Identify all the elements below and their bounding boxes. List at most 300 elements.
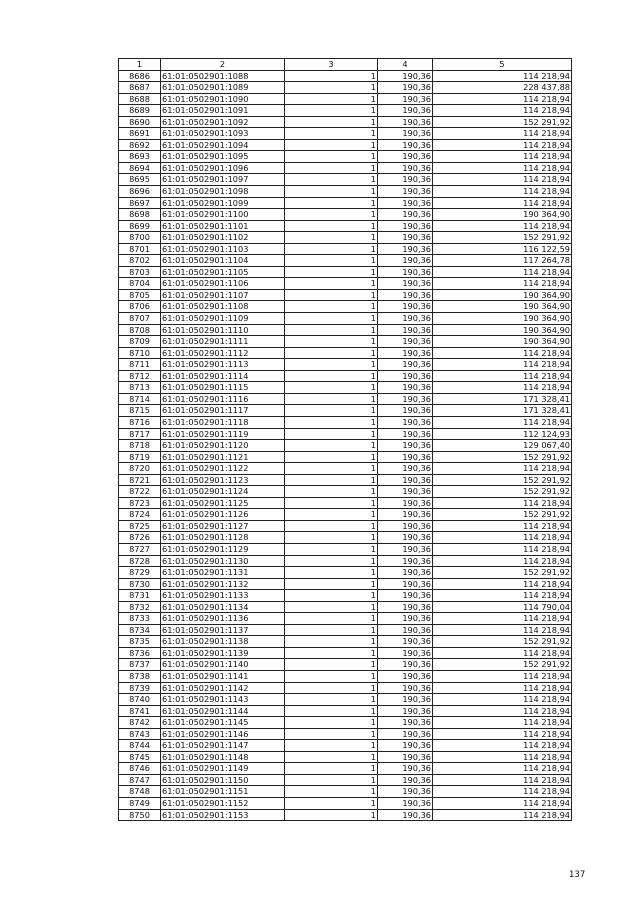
area-cell: 190,36: [378, 751, 433, 763]
area-cell: 190,36: [378, 82, 433, 94]
table-row: [119, 520, 572, 532]
count-cell: 1: [285, 578, 378, 590]
row-number-cell: 8713: [119, 382, 161, 394]
cadastral-number-cell: 61:01:0502901:1090: [161, 93, 285, 105]
table-row: [119, 336, 572, 348]
value-cell: 114 218,94: [433, 774, 572, 786]
value-cell: 114 218,94: [433, 174, 572, 186]
count-cell: 1: [285, 624, 378, 636]
area-cell: 190,36: [378, 798, 433, 810]
row-number-cell: 8737: [119, 659, 161, 671]
cadastral-number-cell: 61:01:0502901:1091: [161, 105, 285, 117]
cadastral-number-cell: 61:01:0502901:1109: [161, 313, 285, 325]
area-cell: 190,36: [378, 486, 433, 498]
cadastral-number-cell: 61:01:0502901:1136: [161, 613, 285, 625]
cadastral-number-cell: 61:01:0502901:1129: [161, 543, 285, 555]
count-cell: 1: [285, 405, 378, 417]
row-number-cell: 8702: [119, 255, 161, 267]
value-cell: 152 291,92: [433, 232, 572, 244]
row-number-cell: 8691: [119, 128, 161, 140]
table-row: [119, 289, 572, 301]
row-number-cell: 8696: [119, 186, 161, 198]
area-cell: 190,36: [378, 451, 433, 463]
area-cell: 190,36: [378, 405, 433, 417]
cadastral-number-cell: 61:01:0502901:1094: [161, 139, 285, 151]
cadastral-number-cell: 61:01:0502901:1125: [161, 497, 285, 509]
value-cell: 114 218,94: [433, 555, 572, 567]
row-number-cell: 8725: [119, 520, 161, 532]
value-cell: 114 218,94: [433, 70, 572, 82]
count-cell: 1: [285, 451, 378, 463]
value-cell: 152 291,92: [433, 116, 572, 128]
row-number-cell: 8723: [119, 497, 161, 509]
table-row: [119, 474, 572, 486]
table-row: [119, 705, 572, 717]
value-cell: 171 328,41: [433, 405, 572, 417]
row-number-cell: 8744: [119, 740, 161, 752]
table-row: [119, 416, 572, 428]
count-cell: 1: [285, 428, 378, 440]
cadastral-number-cell: 61:01:0502901:1108: [161, 301, 285, 313]
count-cell: 1: [285, 555, 378, 567]
count-cell: 1: [285, 197, 378, 209]
cadastral-number-cell: 61:01:0502901:1095: [161, 151, 285, 163]
column-header-4: 4: [378, 59, 433, 71]
row-number-cell: 8709: [119, 336, 161, 348]
count-cell: 1: [285, 243, 378, 255]
area-cell: 190,36: [378, 336, 433, 348]
cadastral-number-cell: 61:01:0502901:1137: [161, 624, 285, 636]
area-cell: 190,36: [378, 728, 433, 740]
value-cell: 114 218,94: [433, 520, 572, 532]
table-row: [119, 243, 572, 255]
row-number-cell: 8703: [119, 266, 161, 278]
row-number-cell: 8741: [119, 705, 161, 717]
cadastral-number-cell: 61:01:0502901:1115: [161, 382, 285, 394]
value-cell: 114 218,94: [433, 613, 572, 625]
column-header-5: 5: [433, 59, 572, 71]
area-cell: 190,36: [378, 220, 433, 232]
count-cell: 1: [285, 532, 378, 544]
table-row: [119, 151, 572, 163]
count-cell: 1: [285, 705, 378, 717]
cadastral-number-cell: 61:01:0502901:1138: [161, 636, 285, 648]
area-cell: 190,36: [378, 774, 433, 786]
table-row: [119, 613, 572, 625]
registry-table: [118, 58, 572, 821]
cadastral-number-cell: 61:01:0502901:1111: [161, 336, 285, 348]
value-cell: 152 291,92: [433, 451, 572, 463]
count-cell: 1: [285, 509, 378, 521]
value-cell: 114 218,94: [433, 590, 572, 602]
cadastral-number-cell: 61:01:0502901:1128: [161, 532, 285, 544]
value-cell: 114 218,94: [433, 93, 572, 105]
row-number-cell: 8704: [119, 278, 161, 290]
count-cell: 1: [285, 474, 378, 486]
value-cell: 190 364,90: [433, 301, 572, 313]
table-row: [119, 93, 572, 105]
area-cell: 190,36: [378, 601, 433, 613]
area-cell: 190,36: [378, 209, 433, 221]
count-cell: 1: [285, 647, 378, 659]
area-cell: 190,36: [378, 243, 433, 255]
area-cell: 190,36: [378, 705, 433, 717]
cadastral-number-cell: 61:01:0502901:1106: [161, 278, 285, 290]
header-row: [119, 59, 572, 71]
value-cell: 152 291,92: [433, 509, 572, 521]
count-cell: 1: [285, 636, 378, 648]
cadastral-number-cell: 61:01:0502901:1123: [161, 474, 285, 486]
cadastral-number-cell: 61:01:0502901:1134: [161, 601, 285, 613]
count-cell: 1: [285, 520, 378, 532]
cadastral-number-cell: 61:01:0502901:1102: [161, 232, 285, 244]
value-cell: 114 218,94: [433, 497, 572, 509]
row-number-cell: 8711: [119, 359, 161, 371]
table-row: [119, 359, 572, 371]
value-cell: 190 364,90: [433, 313, 572, 325]
area-cell: 190,36: [378, 670, 433, 682]
cadastral-number-cell: 61:01:0502901:1145: [161, 717, 285, 729]
area-cell: 190,36: [378, 151, 433, 163]
table-row: [119, 774, 572, 786]
value-cell: 114 218,94: [433, 694, 572, 706]
area-cell: 190,36: [378, 786, 433, 798]
area-cell: 190,36: [378, 497, 433, 509]
area-cell: 190,36: [378, 520, 433, 532]
value-cell: 114 218,94: [433, 763, 572, 775]
count-cell: 1: [285, 255, 378, 267]
area-cell: 190,36: [378, 555, 433, 567]
row-number-cell: 8700: [119, 232, 161, 244]
value-cell: 114 218,94: [433, 798, 572, 810]
row-number-cell: 8698: [119, 209, 161, 221]
value-cell: 228 437,88: [433, 82, 572, 94]
cadastral-number-cell: 61:01:0502901:1098: [161, 186, 285, 198]
value-cell: 152 291,92: [433, 474, 572, 486]
value-cell: 152 291,92: [433, 636, 572, 648]
count-cell: 1: [285, 82, 378, 94]
cadastral-number-cell: 61:01:0502901:1120: [161, 440, 285, 452]
count-cell: 1: [285, 682, 378, 694]
cadastral-number-cell: 61:01:0502901:1089: [161, 82, 285, 94]
row-number-cell: 8730: [119, 578, 161, 590]
row-number-cell: 8738: [119, 670, 161, 682]
value-cell: 152 291,92: [433, 486, 572, 498]
cadastral-number-cell: 61:01:0502901:1096: [161, 162, 285, 174]
cadastral-number-cell: 61:01:0502901:1127: [161, 520, 285, 532]
area-cell: 190,36: [378, 578, 433, 590]
row-number-cell: 8747: [119, 774, 161, 786]
table-row: [119, 197, 572, 209]
table-row: [119, 567, 572, 579]
row-number-cell: 8706: [119, 301, 161, 313]
row-number-cell: 8729: [119, 567, 161, 579]
cadastral-number-cell: 61:01:0502901:1143: [161, 694, 285, 706]
value-cell: 114 790,04: [433, 601, 572, 613]
row-number-cell: 8714: [119, 393, 161, 405]
value-cell: 114 218,94: [433, 728, 572, 740]
value-cell: 152 291,92: [433, 659, 572, 671]
area-cell: 190,36: [378, 440, 433, 452]
table-row: [119, 278, 572, 290]
value-cell: 171 328,41: [433, 393, 572, 405]
value-cell: 114 218,94: [433, 220, 572, 232]
cadastral-number-cell: 61:01:0502901:1118: [161, 416, 285, 428]
area-cell: 190,36: [378, 763, 433, 775]
value-cell: 116 122,59: [433, 243, 572, 255]
value-cell: 114 218,94: [433, 670, 572, 682]
table-row: [119, 440, 572, 452]
row-number-cell: 8731: [119, 590, 161, 602]
table-row: [119, 451, 572, 463]
area-cell: 190,36: [378, 70, 433, 82]
count-cell: 1: [285, 751, 378, 763]
table-row: [119, 301, 572, 313]
cadastral-number-cell: 61:01:0502901:1142: [161, 682, 285, 694]
cadastral-number-cell: 61:01:0502901:1110: [161, 324, 285, 336]
value-cell: 114 218,94: [433, 266, 572, 278]
cadastral-number-cell: 61:01:0502901:1124: [161, 486, 285, 498]
area-cell: 190,36: [378, 186, 433, 198]
area-cell: 190,36: [378, 255, 433, 267]
table-row: [119, 670, 572, 682]
table-row: [119, 624, 572, 636]
count-cell: 1: [285, 382, 378, 394]
value-cell: 114 218,94: [433, 532, 572, 544]
row-number-cell: 8708: [119, 324, 161, 336]
cadastral-number-cell: 61:01:0502901:1105: [161, 266, 285, 278]
row-number-cell: 8716: [119, 416, 161, 428]
row-number-cell: 8742: [119, 717, 161, 729]
count-cell: 1: [285, 359, 378, 371]
area-cell: 190,36: [378, 740, 433, 752]
count-cell: 1: [285, 416, 378, 428]
table-row: [119, 255, 572, 267]
area-cell: 190,36: [378, 370, 433, 382]
table-row: [119, 763, 572, 775]
column-header-2: 2: [161, 59, 285, 71]
row-number-cell: 8727: [119, 543, 161, 555]
cadastral-number-cell: 61:01:0502901:1146: [161, 728, 285, 740]
row-number-cell: 8686: [119, 70, 161, 82]
value-cell: 114 218,94: [433, 717, 572, 729]
table-row: [119, 186, 572, 198]
area-cell: 190,36: [378, 116, 433, 128]
count-cell: 1: [285, 151, 378, 163]
area-cell: 190,36: [378, 289, 433, 301]
area-cell: 190,36: [378, 128, 433, 140]
cadastral-number-cell: 61:01:0502901:1130: [161, 555, 285, 567]
value-cell: 114 218,94: [433, 139, 572, 151]
value-cell: 114 218,94: [433, 543, 572, 555]
cadastral-number-cell: 61:01:0502901:1100: [161, 209, 285, 221]
count-cell: 1: [285, 613, 378, 625]
area-cell: 190,36: [378, 509, 433, 521]
value-cell: 114 218,94: [433, 359, 572, 371]
row-number-cell: 8695: [119, 174, 161, 186]
table-row: [119, 82, 572, 94]
area-cell: 190,36: [378, 694, 433, 706]
cadastral-number-cell: 61:01:0502901:1132: [161, 578, 285, 590]
cadastral-number-cell: 61:01:0502901:1152: [161, 798, 285, 810]
cadastral-number-cell: 61:01:0502901:1114: [161, 370, 285, 382]
cadastral-number-cell: 61:01:0502901:1153: [161, 809, 285, 821]
area-cell: 190,36: [378, 105, 433, 117]
table-row: [119, 209, 572, 221]
count-cell: 1: [285, 232, 378, 244]
value-cell: 114 218,94: [433, 682, 572, 694]
value-cell: 114 218,94: [433, 624, 572, 636]
count-cell: 1: [285, 336, 378, 348]
area-cell: 190,36: [378, 567, 433, 579]
cadastral-number-cell: 61:01:0502901:1149: [161, 763, 285, 775]
table-row: [119, 162, 572, 174]
area-cell: 190,36: [378, 347, 433, 359]
table-row: [119, 405, 572, 417]
area-cell: 190,36: [378, 139, 433, 151]
value-cell: 152 291,92: [433, 567, 572, 579]
value-cell: 114 218,94: [433, 162, 572, 174]
area-cell: 190,36: [378, 532, 433, 544]
area-cell: 190,36: [378, 232, 433, 244]
value-cell: 114 218,94: [433, 809, 572, 821]
count-cell: 1: [285, 809, 378, 821]
row-number-cell: 8739: [119, 682, 161, 694]
cadastral-number-cell: 61:01:0502901:1131: [161, 567, 285, 579]
row-number-cell: 8748: [119, 786, 161, 798]
cadastral-number-cell: 61:01:0502901:1148: [161, 751, 285, 763]
count-cell: 1: [285, 70, 378, 82]
value-cell: 114 218,94: [433, 151, 572, 163]
count-cell: 1: [285, 105, 378, 117]
row-number-cell: 8732: [119, 601, 161, 613]
table-row: [119, 370, 572, 382]
cadastral-number-cell: 61:01:0502901:1141: [161, 670, 285, 682]
area-cell: 190,36: [378, 463, 433, 475]
count-cell: 1: [285, 128, 378, 140]
area-cell: 190,36: [378, 393, 433, 405]
row-number-cell: 8712: [119, 370, 161, 382]
value-cell: 114 218,94: [433, 186, 572, 198]
area-cell: 190,36: [378, 636, 433, 648]
area-cell: 190,36: [378, 324, 433, 336]
count-cell: 1: [285, 728, 378, 740]
cadastral-number-cell: 61:01:0502901:1117: [161, 405, 285, 417]
cadastral-number-cell: 61:01:0502901:1122: [161, 463, 285, 475]
count-cell: 1: [285, 162, 378, 174]
count-cell: 1: [285, 694, 378, 706]
row-number-cell: 8746: [119, 763, 161, 775]
count-cell: 1: [285, 486, 378, 498]
row-number-cell: 8740: [119, 694, 161, 706]
table-row: [119, 232, 572, 244]
count-cell: 1: [285, 567, 378, 579]
row-number-cell: 8736: [119, 647, 161, 659]
table-row: [119, 694, 572, 706]
count-cell: 1: [285, 301, 378, 313]
row-number-cell: 8721: [119, 474, 161, 486]
count-cell: 1: [285, 786, 378, 798]
cadastral-number-cell: 61:01:0502901:1113: [161, 359, 285, 371]
row-number-cell: 8710: [119, 347, 161, 359]
count-cell: 1: [285, 347, 378, 359]
value-cell: 114 218,94: [433, 278, 572, 290]
table-row: [119, 636, 572, 648]
row-number-cell: 8726: [119, 532, 161, 544]
count-cell: 1: [285, 717, 378, 729]
row-number-cell: 8749: [119, 798, 161, 810]
cadastral-number-cell: 61:01:0502901:1139: [161, 647, 285, 659]
area-cell: 190,36: [378, 682, 433, 694]
row-number-cell: 8699: [119, 220, 161, 232]
table-row: [119, 578, 572, 590]
area-cell: 190,36: [378, 474, 433, 486]
area-cell: 190,36: [378, 301, 433, 313]
table-row: [119, 497, 572, 509]
table-row: [119, 728, 572, 740]
count-cell: 1: [285, 590, 378, 602]
value-cell: 129 067,40: [433, 440, 572, 452]
cadastral-number-cell: 61:01:0502901:1144: [161, 705, 285, 717]
count-cell: 1: [285, 116, 378, 128]
value-cell: 114 218,94: [433, 347, 572, 359]
cadastral-number-cell: 61:01:0502901:1093: [161, 128, 285, 140]
area-cell: 190,36: [378, 382, 433, 394]
cadastral-number-cell: 61:01:0502901:1092: [161, 116, 285, 128]
value-cell: 114 218,94: [433, 382, 572, 394]
cadastral-number-cell: 61:01:0502901:1116: [161, 393, 285, 405]
area-cell: 190,36: [378, 162, 433, 174]
area-cell: 190,36: [378, 647, 433, 659]
cadastral-number-cell: 61:01:0502901:1147: [161, 740, 285, 752]
table-row: [119, 717, 572, 729]
table-row: [119, 647, 572, 659]
table-row: [119, 70, 572, 82]
row-number-cell: 8715: [119, 405, 161, 417]
value-cell: 114 218,94: [433, 578, 572, 590]
table-row: [119, 740, 572, 752]
count-cell: 1: [285, 266, 378, 278]
count-cell: 1: [285, 774, 378, 786]
area-cell: 190,36: [378, 717, 433, 729]
value-cell: 114 218,94: [433, 705, 572, 717]
table-row: [119, 116, 572, 128]
row-number-cell: 8689: [119, 105, 161, 117]
count-cell: 1: [285, 440, 378, 452]
row-number-cell: 8688: [119, 93, 161, 105]
count-cell: 1: [285, 497, 378, 509]
area-cell: 190,36: [378, 809, 433, 821]
cadastral-number-cell: 61:01:0502901:1103: [161, 243, 285, 255]
row-number-cell: 8735: [119, 636, 161, 648]
table-row: [119, 798, 572, 810]
area-cell: 190,36: [378, 313, 433, 325]
table-row: [119, 220, 572, 232]
value-cell: 190 364,90: [433, 209, 572, 221]
table-row: [119, 486, 572, 498]
area-cell: 190,36: [378, 359, 433, 371]
table-row: [119, 809, 572, 821]
row-number-cell: 8718: [119, 440, 161, 452]
count-cell: 1: [285, 763, 378, 775]
table-row: [119, 266, 572, 278]
count-cell: 1: [285, 670, 378, 682]
value-cell: 190 364,90: [433, 324, 572, 336]
count-cell: 1: [285, 313, 378, 325]
count-cell: 1: [285, 740, 378, 752]
table-row: [119, 382, 572, 394]
area-cell: 190,36: [378, 659, 433, 671]
